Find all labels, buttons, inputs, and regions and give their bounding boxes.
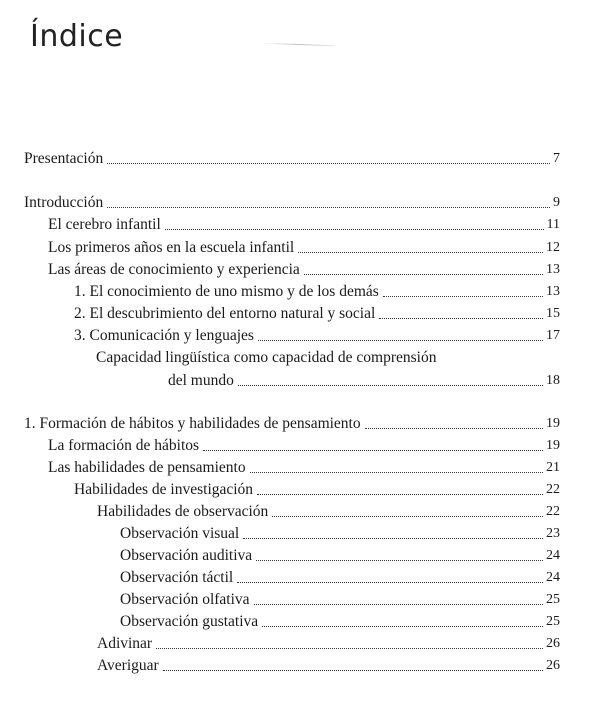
dot-leader bbox=[298, 252, 543, 253]
toc-page-number: 18 bbox=[546, 373, 560, 388]
dot-leader bbox=[238, 385, 543, 386]
toc-entry-title: Los primeros años en la escuela infantil bbox=[48, 239, 295, 256]
toc-entry-capacidad-linguistica[interactable] bbox=[168, 368, 560, 390]
dot-leader bbox=[165, 229, 544, 230]
toc-entry-title: Habilidades de observación bbox=[97, 503, 269, 520]
toc-entry-adivinar[interactable] bbox=[97, 631, 560, 653]
toc-page-number: 13 bbox=[546, 262, 560, 277]
toc-page-number: 25 bbox=[546, 614, 560, 629]
dot-leader bbox=[203, 450, 543, 451]
toc-entry-habilidades-pensamiento[interactable] bbox=[48, 455, 560, 477]
toc-entry-observacion-auditiva[interactable] bbox=[120, 543, 560, 565]
toc-page-number: 9 bbox=[553, 195, 560, 210]
dot-leader bbox=[383, 296, 543, 297]
toc-entry-title: Observación auditiva bbox=[120, 547, 253, 564]
toc-entry-title: 1. El conocimiento de uno mismo y de los demás bbox=[74, 283, 379, 300]
dot-leader bbox=[163, 670, 543, 671]
toc-entry-title: Presentación bbox=[24, 150, 104, 167]
toc-entry-title: Observación táctil bbox=[120, 569, 234, 586]
toc-entry-capacidad-linguistica-line1[interactable]: Capacidad lingüística como capacidad de comprensión bbox=[96, 349, 437, 366]
dot-leader bbox=[258, 340, 543, 341]
toc-page-number: 22 bbox=[546, 482, 560, 497]
dot-leader bbox=[156, 648, 543, 649]
toc-entry-descubrimiento-entorno[interactable] bbox=[74, 301, 560, 323]
dot-leader bbox=[365, 428, 543, 429]
toc-entry-presentacion[interactable] bbox=[24, 146, 560, 168]
dot-leader bbox=[379, 318, 543, 319]
toc-entry-title: La formación de hábitos bbox=[48, 437, 200, 454]
toc-page-number: 15 bbox=[546, 306, 560, 321]
toc-page-number: 19 bbox=[546, 416, 560, 431]
toc-entry-cerebro-infantil[interactable] bbox=[48, 212, 560, 234]
toc-page-number: 21 bbox=[546, 460, 560, 475]
dot-leader bbox=[262, 626, 543, 627]
dot-leader bbox=[257, 494, 543, 495]
toc-entry-observacion-gustativa[interactable] bbox=[120, 609, 560, 631]
toc-entry-conocimiento-mismo[interactable] bbox=[74, 279, 560, 301]
dot-leader bbox=[107, 207, 550, 208]
toc-entry-title: Las áreas de conocimiento y experiencia bbox=[48, 261, 300, 278]
toc-entry-title: 2. El descubrimiento del entorno natural y social bbox=[74, 305, 376, 322]
toc-entry-title: El cerebro infantil bbox=[48, 216, 161, 233]
toc-page-number: 7 bbox=[553, 151, 560, 166]
toc-entry-averiguar[interactable] bbox=[97, 653, 560, 675]
toc-entry-title: Las habilidades de pensamiento bbox=[48, 459, 246, 476]
toc-entry-primeros-anos[interactable] bbox=[48, 235, 560, 257]
toc-entry-title: del mundo bbox=[168, 372, 234, 389]
dot-leader bbox=[256, 560, 543, 561]
toc-page-number: 24 bbox=[546, 548, 560, 563]
toc-page-number: 25 bbox=[546, 592, 560, 607]
toc-entry-areas-conocimiento[interactable] bbox=[48, 257, 560, 279]
toc-page-number: 26 bbox=[546, 636, 560, 651]
toc-entry-title: 1. Formación de hábitos y habilidades de pensamiento bbox=[24, 415, 361, 432]
toc-page-number: 17 bbox=[546, 328, 560, 343]
toc-entry-title: Habilidades de investigación bbox=[74, 481, 254, 498]
toc-page-number: 24 bbox=[546, 570, 560, 585]
dot-leader bbox=[250, 472, 543, 473]
dot-leader bbox=[243, 538, 543, 539]
page-title: Índice bbox=[30, 19, 124, 54]
toc-entry-comunicacion-lenguajes[interactable] bbox=[74, 323, 560, 345]
toc-page-number: 26 bbox=[546, 658, 560, 673]
dot-leader bbox=[272, 516, 543, 517]
toc-entry-title: Observación gustativa bbox=[120, 613, 259, 630]
toc-page-number: 19 bbox=[546, 438, 560, 453]
toc-entry-observacion-visual[interactable] bbox=[120, 521, 560, 543]
toc-entry-title: Introducción bbox=[24, 194, 104, 211]
toc-entry-observacion-olfativa[interactable] bbox=[120, 587, 560, 609]
toc-entry-introduccion[interactable] bbox=[24, 190, 560, 212]
toc-entry-observacion-tactil[interactable] bbox=[120, 565, 560, 587]
toc-entry-title: 3. Comunicación y lenguajes bbox=[74, 327, 254, 344]
toc-entry-habilidades-observacion[interactable] bbox=[97, 499, 560, 521]
toc-entry-formacion-habitos[interactable] bbox=[48, 433, 560, 455]
dot-leader bbox=[254, 604, 543, 605]
toc-page-number: 23 bbox=[546, 526, 560, 541]
toc-page-number: 12 bbox=[546, 240, 560, 255]
dot-leader bbox=[107, 163, 550, 164]
toc-entry-title: Averiguar bbox=[97, 657, 159, 674]
toc-entry-formacion-habitos-habilidades[interactable] bbox=[24, 411, 560, 433]
toc-page-number: 22 bbox=[546, 504, 560, 519]
dot-leader bbox=[237, 582, 543, 583]
toc-page-number: 11 bbox=[546, 217, 560, 232]
toc-entry-habilidades-investigacion[interactable] bbox=[74, 477, 560, 499]
toc-entry-title: Observación visual bbox=[120, 525, 240, 542]
toc-entry-title: Adivinar bbox=[97, 635, 153, 652]
toc-entry-title: Observación olfativa bbox=[120, 591, 250, 608]
toc-page-number: 13 bbox=[546, 284, 560, 299]
dot-leader bbox=[304, 274, 543, 275]
